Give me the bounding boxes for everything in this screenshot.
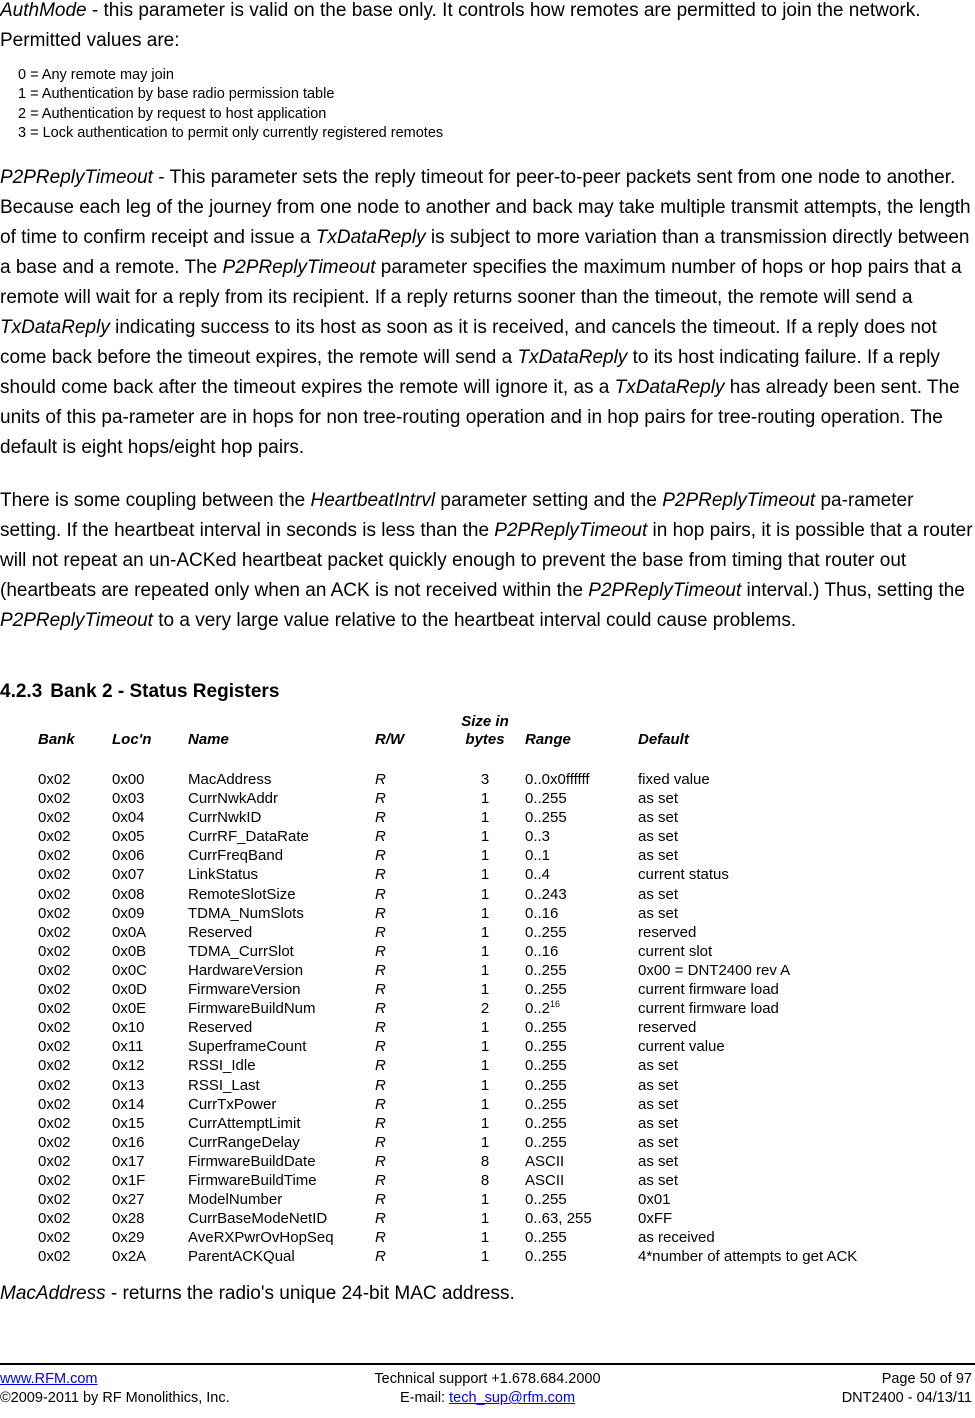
cell-size: 1 bbox=[480, 1133, 490, 1151]
cell-locn: 0x06 bbox=[112, 847, 145, 865]
cell-bank: 0x02 bbox=[38, 1000, 71, 1018]
cell-rw: R bbox=[375, 885, 386, 903]
cell-default: fixed value bbox=[638, 771, 710, 788]
cell-locn: 0x0C bbox=[112, 961, 148, 979]
macaddress-term: MacAddress bbox=[0, 1283, 106, 1304]
email-link[interactable]: tech_sup@rfm.com bbox=[449, 1390, 576, 1406]
cell-name: FirmwareBuildDate bbox=[188, 1152, 316, 1170]
cell-name: CurrFreqBand bbox=[188, 847, 284, 865]
table-row bbox=[0, 923, 975, 942]
cell-default: reserved bbox=[638, 1019, 697, 1037]
cell-default: 0xFF bbox=[638, 1210, 673, 1228]
cell-name: CurrBaseModeNetID bbox=[188, 1210, 328, 1228]
authmode-term: AuthMode bbox=[0, 0, 87, 21]
cell-name: HardwareVersion bbox=[188, 961, 304, 979]
cell-bank: 0x02 bbox=[38, 1133, 71, 1151]
cell-bank: 0x02 bbox=[38, 1057, 71, 1075]
cell-bank: 0x02 bbox=[38, 866, 71, 884]
cell-size: 1 bbox=[480, 1019, 490, 1037]
cell-range: 0..63, 255 bbox=[525, 1210, 592, 1228]
cell-bank: 0x02 bbox=[38, 1152, 71, 1170]
cell-size: 1 bbox=[480, 961, 490, 979]
cell-size: 8 bbox=[480, 1171, 490, 1189]
cell-default: as set bbox=[638, 885, 679, 903]
header-bank: Bank bbox=[38, 731, 75, 748]
cell-bank: 0x02 bbox=[38, 1210, 71, 1228]
cell-locn: 0x14 bbox=[112, 1095, 145, 1113]
cell-locn: 0x15 bbox=[112, 1114, 145, 1132]
cell-bank: 0x02 bbox=[38, 904, 71, 922]
cell-bank: 0x02 bbox=[38, 1171, 71, 1189]
support-phone: Technical support +1.678.684.2000 bbox=[374, 1371, 601, 1387]
cell-size: 1 bbox=[480, 904, 490, 922]
cell-range: 0..3 bbox=[525, 828, 551, 846]
cell-rw: R bbox=[375, 1191, 386, 1209]
cell-locn: 0x0D bbox=[112, 981, 148, 999]
cell-rw: R bbox=[375, 771, 386, 788]
cell-rw: R bbox=[375, 1076, 386, 1094]
cell-rw: R bbox=[375, 1210, 386, 1228]
authmode-value-2: 2 = Authentication by request to host application bbox=[18, 105, 327, 122]
cell-size: 1 bbox=[480, 828, 490, 846]
cell-default: as set bbox=[638, 809, 679, 827]
cell-name: CurrAttemptLimit bbox=[188, 1114, 301, 1132]
cell-locn: 0x10 bbox=[112, 1019, 145, 1037]
cell-default: as set bbox=[638, 828, 679, 846]
cell-rw: R bbox=[375, 981, 386, 999]
cell-default: 0x01 bbox=[638, 1191, 671, 1209]
cell-default: current slot bbox=[638, 942, 713, 960]
cell-size: 1 bbox=[480, 790, 490, 808]
cell-bank: 0x02 bbox=[38, 771, 71, 788]
table-row bbox=[0, 1247, 975, 1266]
cell-range: 0..255 bbox=[525, 923, 567, 941]
cell-default: as set bbox=[638, 904, 679, 922]
cell-range: 0..255 bbox=[525, 1076, 567, 1094]
cell-name: CurrNwkID bbox=[188, 809, 262, 827]
cell-size: 1 bbox=[480, 1057, 490, 1075]
header-rw: R/W bbox=[375, 731, 405, 748]
cell-locn: 0x27 bbox=[112, 1191, 145, 1209]
cell-default: as set bbox=[638, 1095, 679, 1113]
document-id: DNT2400 - 04/13/11 bbox=[841, 1390, 972, 1406]
cell-locn: 0x03 bbox=[112, 790, 145, 808]
cell-default: as set bbox=[638, 1133, 679, 1151]
cell-name: CurrRF_DataRate bbox=[188, 828, 309, 846]
cell-default: current status bbox=[638, 866, 729, 884]
table-row bbox=[0, 1152, 975, 1171]
cell-locn: 0x1F bbox=[112, 1171, 146, 1189]
cell-name: FirmwareBuildTime bbox=[188, 1171, 317, 1189]
cell-range: 0..255 bbox=[525, 790, 567, 808]
table-row bbox=[0, 904, 975, 923]
table-row bbox=[0, 1209, 975, 1228]
cell-bank: 0x02 bbox=[38, 809, 71, 827]
cell-size: 2 bbox=[480, 1000, 490, 1018]
status-registers-table bbox=[0, 703, 975, 1266]
cell-range: 0..255 bbox=[525, 1248, 567, 1266]
cell-locn: 0x0A bbox=[112, 923, 147, 941]
cell-size: 1 bbox=[480, 1095, 490, 1113]
cell-rw: R bbox=[375, 1152, 386, 1170]
cell-bank: 0x02 bbox=[38, 1019, 71, 1037]
table-row bbox=[0, 885, 975, 904]
table-row bbox=[0, 1190, 975, 1209]
cell-locn: 0x04 bbox=[112, 809, 145, 827]
header-range: Range bbox=[525, 731, 571, 748]
cell-locn: 0x28 bbox=[112, 1210, 145, 1228]
cell-range: 0..255 bbox=[525, 1133, 567, 1151]
copyright: ©2009-2011 by RF Monolithics, Inc. bbox=[0, 1390, 230, 1406]
authmode-value-3: 3 = Lock authentication to permit only currently registered remotes bbox=[18, 124, 444, 141]
cell-rw: R bbox=[375, 1248, 386, 1266]
macaddress-paragraph: MacAddress - returns the radio's unique 24-bit MAC address. bbox=[0, 1283, 515, 1304]
cell-name: AveRXPwrOvHopSeq bbox=[188, 1229, 334, 1247]
cell-name: ModelNumber bbox=[188, 1191, 283, 1209]
cell-name: FirmwareBuildNum bbox=[188, 1000, 316, 1018]
table-row bbox=[0, 1076, 975, 1095]
cell-size: 1 bbox=[480, 1038, 490, 1056]
table-row bbox=[0, 789, 975, 808]
cell-size: 1 bbox=[480, 885, 490, 903]
cell-range: 0..16 bbox=[525, 942, 559, 960]
cell-range: 0..255 bbox=[525, 1191, 567, 1209]
cell-range: ASCII bbox=[525, 1171, 565, 1189]
header-size: Size in bytes bbox=[461, 713, 509, 748]
cell-bank: 0x02 bbox=[38, 923, 71, 941]
table-row bbox=[0, 942, 975, 961]
cell-rw: R bbox=[375, 809, 386, 827]
cell-rw: R bbox=[375, 1114, 386, 1132]
cell-range: 0..255 bbox=[525, 1095, 567, 1113]
table-row bbox=[0, 827, 975, 846]
table-row bbox=[0, 999, 975, 1018]
cell-range: 0..1 bbox=[525, 847, 551, 865]
support-email: E-mail: tech_sup@rfm.com bbox=[399, 1390, 576, 1406]
cell-rw: R bbox=[375, 828, 386, 846]
cell-locn: 0x13 bbox=[112, 1076, 145, 1094]
cell-size: 1 bbox=[480, 923, 490, 941]
cell-range: 0..0x0ffffff bbox=[525, 771, 590, 788]
cell-locn: 0x00 bbox=[112, 771, 145, 788]
cell-locn: 0x0B bbox=[112, 942, 147, 960]
cell-range: 0..2$^{16}$ bbox=[525, 999, 561, 1018]
cell-bank: 0x02 bbox=[38, 828, 71, 846]
table-row bbox=[0, 980, 975, 999]
cell-rw: R bbox=[375, 790, 386, 808]
cell-default: current value bbox=[638, 1038, 725, 1056]
table-row bbox=[0, 846, 975, 865]
website-link[interactable]: www.RFM.com bbox=[0, 1371, 98, 1387]
cell-range: 0..255 bbox=[525, 1114, 567, 1132]
table-row bbox=[0, 808, 975, 827]
cell-name: TDMA_NumSlots bbox=[188, 904, 304, 922]
authmode-values-list bbox=[18, 66, 443, 143]
cell-locn: 0x09 bbox=[112, 904, 145, 922]
cell-bank: 0x02 bbox=[38, 847, 71, 865]
cell-range: 0..255 bbox=[525, 1019, 567, 1037]
cell-range: ASCII bbox=[525, 1152, 565, 1170]
cell-name: CurrRangeDelay bbox=[188, 1133, 300, 1151]
cell-bank: 0x02 bbox=[38, 1114, 71, 1132]
cell-range: 0..255 bbox=[525, 961, 567, 979]
cell-rw: R bbox=[375, 1229, 386, 1247]
cell-name: FirmwareVersion bbox=[188, 981, 301, 999]
table-row bbox=[0, 1114, 975, 1133]
cell-bank: 0x02 bbox=[38, 1076, 71, 1094]
cell-range: 0..243 bbox=[525, 885, 567, 903]
cell-default: as set bbox=[638, 790, 679, 808]
cell-size: 1 bbox=[480, 942, 490, 960]
cell-default: current firmware load bbox=[638, 1000, 779, 1018]
p2p-reply-timeout-paragraph: P2PReplyTimeout - This parameter sets the reply timeout for peer-to-peer packets sent from one node to another. Because each leg of the journey from one node to another and back may take multiple transmit attempts, the length of time to confirm receipt and issue a TxDataReply is subject to more variation than a transmission directly between a base and a remote. The P2PReplyTimeout parameter specifies the maximum number of hops or hop pairs that a remote will wait for a reply from its recipient. If a reply returns sooner than the timeout, the remote will send a TxDataReply indicating success to its host as soon as it is received, and cancels the timeout. If a reply does not come back before the timeout expires, the remote will send a TxDataReply to its host indicating failure. If a reply should come back after the timeout expires the remote will ignore it, as a TxDataReply has already been sent. The units of this pa-rameter are in hops for non tree-routing operation and in hop pairs for tree-routing operation. The default is eight hops/eight hop pairs. bbox=[0, 167, 971, 458]
cell-name: CurrTxPower bbox=[188, 1095, 277, 1113]
header-locn: Loc'n bbox=[112, 731, 152, 748]
cell-locn: 0x17 bbox=[112, 1152, 145, 1170]
cell-range: 0..255 bbox=[525, 1057, 567, 1075]
table-row bbox=[0, 1228, 975, 1247]
cell-default: current firmware load bbox=[638, 981, 779, 999]
cell-locn: 0x11 bbox=[112, 1038, 144, 1056]
cell-name: RSSI_Last bbox=[188, 1076, 260, 1094]
cell-locn: 0x29 bbox=[112, 1229, 145, 1247]
table-body bbox=[0, 749, 975, 1266]
authmode-value-1: 1 = Authentication by base radio permission table bbox=[18, 86, 335, 103]
cell-size: 1 bbox=[480, 1114, 490, 1132]
cell-locn: 0x12 bbox=[112, 1057, 145, 1075]
cell-size: 1 bbox=[480, 866, 490, 884]
cell-range: 0..4 bbox=[525, 866, 551, 884]
p2p-term: P2PReplyTimeout bbox=[0, 167, 153, 188]
cell-size: 1 bbox=[480, 1210, 490, 1228]
cell-name: LinkStatus bbox=[188, 866, 259, 884]
table-header-row bbox=[0, 703, 975, 749]
cell-size: 1 bbox=[480, 1248, 490, 1266]
cell-size: 8 bbox=[480, 1152, 490, 1170]
cell-range: 0..255 bbox=[525, 1038, 567, 1056]
cell-bank: 0x02 bbox=[38, 885, 71, 903]
cell-rw: R bbox=[375, 866, 386, 884]
cell-rw: R bbox=[375, 961, 386, 979]
cell-rw: R bbox=[375, 1171, 386, 1189]
cell-name: Reserved bbox=[188, 1019, 253, 1037]
header-name: Name bbox=[188, 731, 229, 748]
cell-rw: R bbox=[375, 1000, 386, 1018]
cell-size: 3 bbox=[480, 771, 490, 788]
cell-rw: R bbox=[375, 847, 386, 865]
coupling-paragraph: There is some coupling between the HeartbeatIntrvl parameter setting and the P2PReplyTimeout pa-rameter setting. If the heartbeat interval in seconds is less than the P2PReplyTimeout in hop pairs, it is possible that a router will not repeat an un-ACKed heartbeat packet quickly enough to prevent the base from timing that router out (heartbeats are repeated only when an ACK is not received within the P2PReplyTimeout interval.) Thus, setting the P2PReplyTimeout to a very large value relative to the heartbeat interval could cause problems. bbox=[0, 490, 973, 631]
table-row bbox=[0, 865, 975, 884]
cell-name: SuperframeCount bbox=[188, 1038, 307, 1056]
footer-divider bbox=[0, 1363, 975, 1365]
table-row bbox=[0, 1037, 975, 1056]
cell-size: 1 bbox=[480, 847, 490, 865]
table-row bbox=[0, 1018, 975, 1037]
cell-rw: R bbox=[375, 1133, 386, 1151]
cell-default: as set bbox=[638, 1171, 679, 1189]
cell-bank: 0x02 bbox=[38, 1191, 71, 1209]
cell-bank: 0x02 bbox=[38, 961, 71, 979]
cell-default: 4*number of attempts to get ACK bbox=[638, 1248, 858, 1266]
cell-rw: R bbox=[375, 1019, 386, 1037]
cell-bank: 0x02 bbox=[38, 1038, 71, 1056]
cell-rw: R bbox=[375, 1095, 386, 1113]
cell-size: 1 bbox=[480, 1191, 490, 1209]
cell-default: as set bbox=[638, 1114, 679, 1132]
cell-default: as received bbox=[638, 1229, 715, 1247]
cell-bank: 0x02 bbox=[38, 1095, 71, 1113]
cell-locn: 0x05 bbox=[112, 828, 145, 846]
cell-name: TDMA_CurrSlot bbox=[188, 942, 294, 960]
cell-range: 0..255 bbox=[525, 981, 567, 999]
table-row bbox=[0, 961, 975, 980]
cell-default: 0x00 = DNT2400 rev A bbox=[638, 961, 791, 979]
cell-size: 1 bbox=[480, 809, 490, 827]
section-heading: 4.2.3 Bank 2 - Status Registers bbox=[0, 681, 280, 702]
cell-name: Reserved bbox=[188, 923, 253, 941]
cell-locn: 0x2A bbox=[112, 1248, 147, 1266]
page-number: Page 50 of 97 bbox=[881, 1371, 972, 1387]
cell-bank: 0x02 bbox=[38, 981, 71, 999]
cell-range: 0..255 bbox=[525, 809, 567, 827]
authmode-paragraph: AuthMode - this parameter is valid on the base only. It controls how remotes are permitted to join the network. Permitted values are: bbox=[0, 0, 921, 51]
cell-size: 1 bbox=[480, 1076, 490, 1094]
cell-name: MacAddress bbox=[188, 771, 272, 788]
cell-name: RSSI_Idle bbox=[188, 1057, 256, 1075]
page-footer bbox=[0, 1370, 975, 1408]
cell-bank: 0x02 bbox=[38, 942, 71, 960]
cell-name: RemoteSlotSize bbox=[188, 885, 296, 903]
cell-default: as set bbox=[638, 1076, 679, 1094]
cell-locn: 0x16 bbox=[112, 1133, 145, 1151]
table-row bbox=[0, 1056, 975, 1075]
authmode-value-0: 0 = Any remote may join bbox=[18, 67, 174, 83]
cell-locn: 0x08 bbox=[112, 885, 145, 903]
cell-rw: R bbox=[375, 1038, 386, 1056]
cell-rw: R bbox=[375, 923, 386, 941]
cell-default: as set bbox=[638, 1057, 679, 1075]
cell-bank: 0x02 bbox=[38, 1229, 71, 1247]
header-default: Default bbox=[638, 731, 689, 748]
table-row bbox=[0, 1171, 975, 1190]
table-row bbox=[0, 770, 975, 789]
cell-rw: R bbox=[375, 942, 386, 960]
table-row bbox=[0, 1095, 975, 1114]
table-row bbox=[0, 1133, 975, 1152]
cell-rw: R bbox=[375, 904, 386, 922]
cell-name: CurrNwkAddr bbox=[188, 790, 279, 808]
cell-bank: 0x02 bbox=[38, 790, 71, 808]
cell-range: 0..255 bbox=[525, 1229, 567, 1247]
cell-name: ParentACKQual bbox=[188, 1248, 295, 1266]
cell-default: as set bbox=[638, 847, 679, 865]
cell-size: 1 bbox=[480, 981, 490, 999]
cell-rw: R bbox=[375, 1057, 386, 1075]
cell-locn: 0x0E bbox=[112, 1000, 147, 1018]
cell-default: as set bbox=[638, 1152, 679, 1170]
cell-size: 1 bbox=[480, 1229, 490, 1247]
cell-bank: 0x02 bbox=[38, 1248, 71, 1266]
cell-range: 0..16 bbox=[525, 904, 559, 922]
cell-locn: 0x07 bbox=[112, 866, 145, 884]
cell-default: reserved bbox=[638, 923, 697, 941]
